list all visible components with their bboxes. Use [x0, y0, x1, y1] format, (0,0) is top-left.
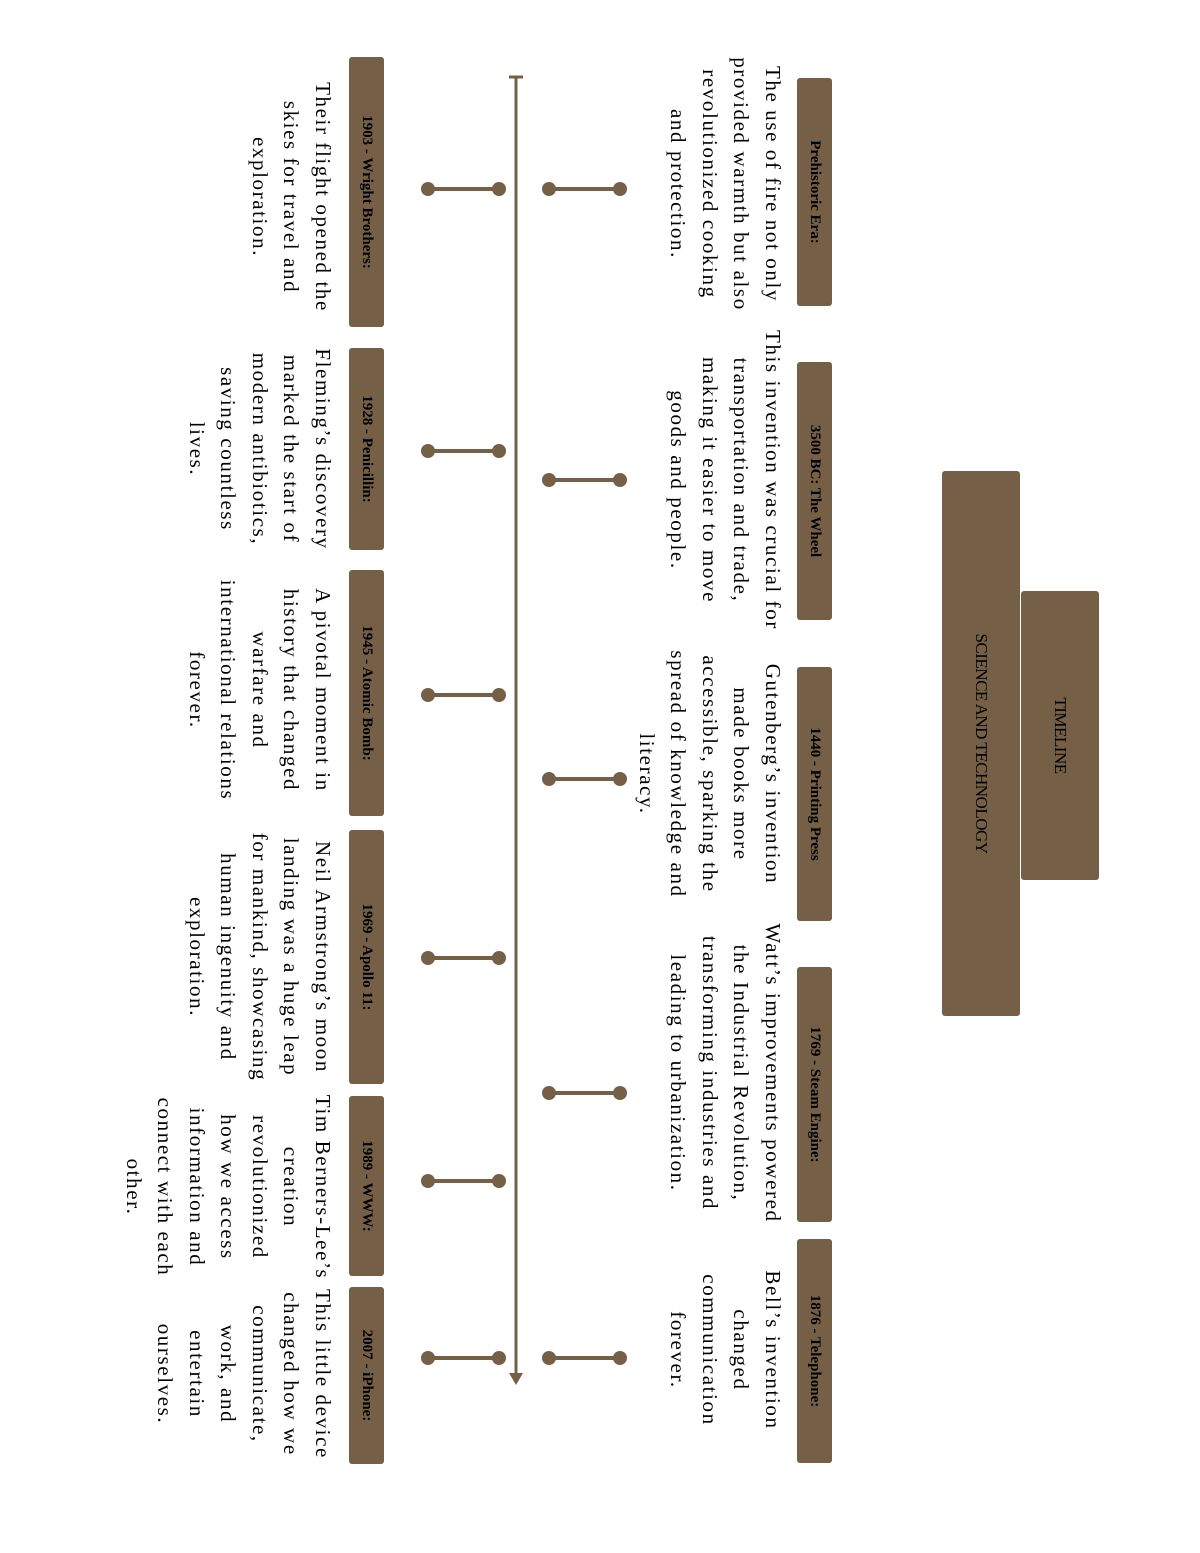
- connector-top-4: [542, 1086, 627, 1100]
- bottom-connectors: [421, 182, 506, 1365]
- connector-top-3: [542, 772, 627, 786]
- event-description: The use of fire not only provided warmth but also revolutionized cooking and protection.: [666, 57, 785, 311]
- event-description: Tim Berners-Lee’s creation revolutionized how we access information and connect with each other.: [122, 1094, 335, 1280]
- event-label: 2007 - iPhone:: [359, 1329, 375, 1422]
- event-label: 3500 BC: The Wheel: [807, 424, 823, 558]
- timeline-title: TIMELINE: [1051, 697, 1070, 774]
- connector-top-2: [542, 473, 627, 487]
- connector-bottom-2: [421, 444, 506, 458]
- event-label-box: [797, 967, 832, 1222]
- event-label-box: [797, 78, 832, 306]
- event-label: 1440 - Printing Press: [807, 727, 823, 861]
- event-label-box: [349, 348, 384, 550]
- event-description: Neil Armstrong’s moon landing was a huge leap for mankind, showcasing human ingenuity and exploration.: [185, 832, 335, 1082]
- event-label-box: [797, 362, 832, 620]
- event-description: A pivotal moment in history that changed warfare and international relations forever.: [185, 579, 335, 801]
- event-label: 1969 - Apollo 11:: [359, 903, 375, 1011]
- event-label-box: [797, 1239, 832, 1463]
- event-label-box: [349, 57, 384, 327]
- event-label-box: [797, 667, 832, 921]
- event-description: This invention was crucial for transportation and trade, making it easier to move goods and people.: [666, 330, 785, 630]
- connector-bottom-5: [421, 1174, 506, 1188]
- event-label-box: [349, 1287, 384, 1464]
- event-label: 1928 - Penicillin:: [359, 395, 375, 503]
- connector-bottom-3: [421, 688, 506, 702]
- top-connectors: [542, 182, 627, 1365]
- event-description: Gutenberg’s invention made books more accessible, sparking the spread of knowledge and literacy.: [635, 650, 785, 898]
- connector-top-1: [542, 182, 627, 196]
- timeline-arrow-head: [509, 1373, 523, 1385]
- event-label: 1903 - Wright Brothers:: [359, 115, 375, 269]
- connector-top-5: [542, 1351, 627, 1365]
- event-label: 1989 - WWW:: [359, 1140, 375, 1232]
- event-label: 1876 - Telephone:: [807, 1294, 823, 1408]
- event-description: Watt’s improvements powered the Industrial Revolution, transforming industries and leading to urbanization.: [666, 923, 785, 1223]
- event-description: Bell’s invention changed communication forever.: [666, 1270, 785, 1430]
- event-label-box: [349, 1096, 384, 1276]
- event-label: 1945 - Atomic Bomb:: [359, 625, 375, 761]
- connector-bottom-6: [421, 1351, 506, 1365]
- connector-bottom-4: [421, 951, 506, 965]
- event-label-box: [349, 570, 384, 816]
- event-description: Their flight opened the skies for travel and exploration.: [248, 82, 335, 312]
- connector-bottom-1: [421, 182, 506, 196]
- event-label: 1769 - Steam Engine:: [807, 1026, 823, 1163]
- event-label-box: [349, 830, 384, 1084]
- event-label: Prehistoric Era:: [807, 140, 823, 244]
- page-subtitle: SCIENCE AND TECHNOLOGY: [972, 633, 991, 854]
- event-description: This little device changed how we communicate, work, and entertain ourselves.: [153, 1289, 335, 1459]
- event-description: Fleming’s discovery marked the start of modern antibiotics, saving countless lives.: [185, 348, 335, 550]
